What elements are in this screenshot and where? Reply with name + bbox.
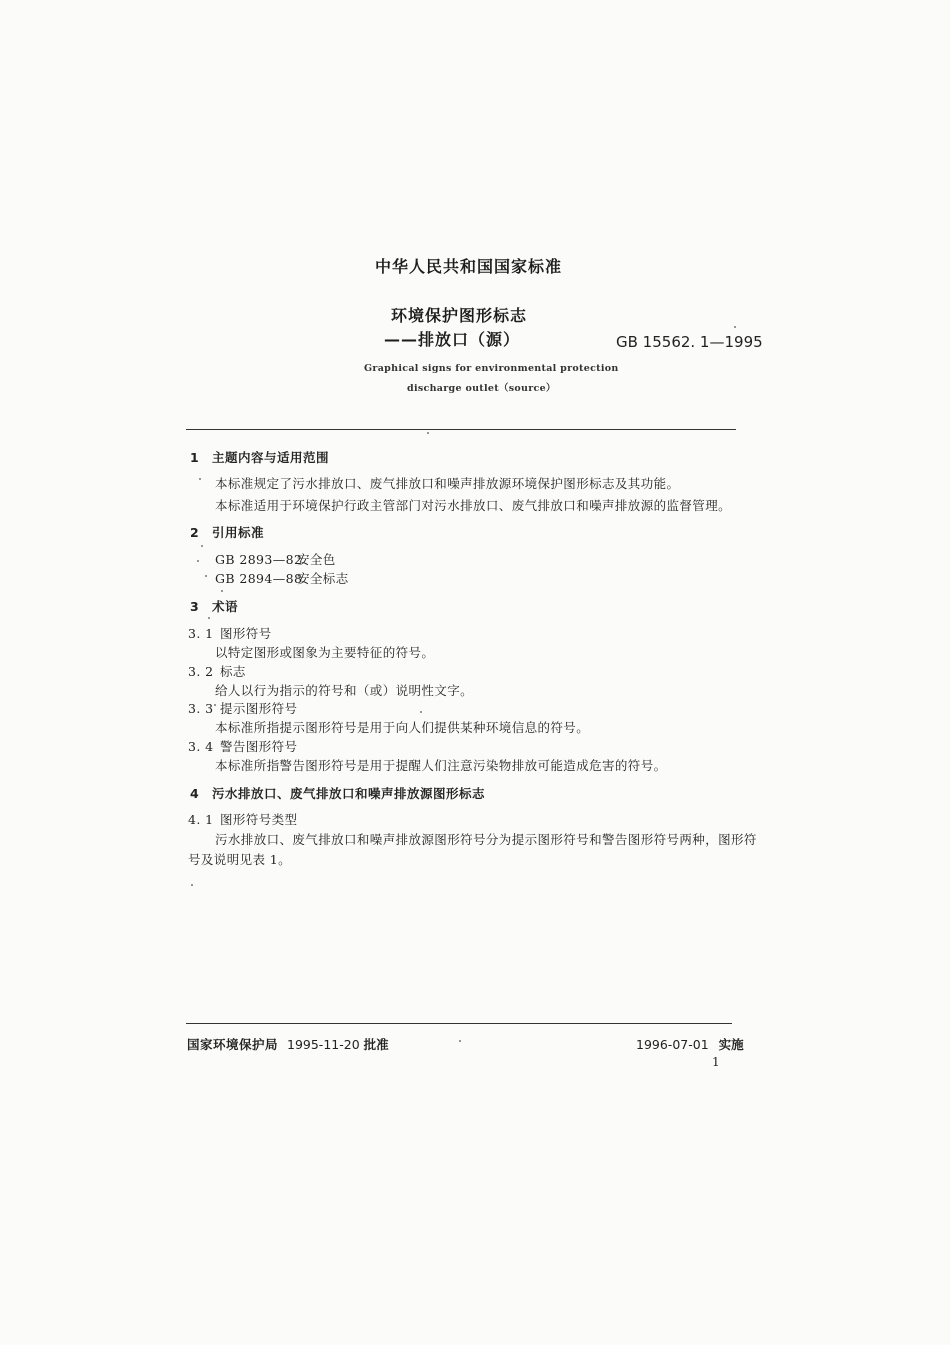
scan-speck xyxy=(459,1040,461,1042)
section-number: 3 xyxy=(190,599,200,614)
footer-approval xyxy=(287,1035,389,1053)
section-title: 主题内容与适用范围 xyxy=(212,450,330,465)
term-number: 3. 3 xyxy=(188,701,214,716)
standard-code-text: GB 15562. 1—1995 xyxy=(616,333,763,351)
scan-speck xyxy=(197,560,199,562)
term-definition: 本标准所指提示图形符号是用于向人们提供某种环境信息的符号。 xyxy=(215,720,590,735)
scan-speck xyxy=(191,884,193,886)
subsection-number: 4. 1 xyxy=(188,812,214,827)
section-number: 2 xyxy=(190,525,200,540)
document-title: 环境保护图形标志 xyxy=(391,306,528,325)
scan-speck xyxy=(420,711,422,713)
approval-date: 1995-11-20 xyxy=(287,1037,360,1052)
footer-issuer: 国家环境保护局 xyxy=(187,1037,279,1052)
term-name: 警告图形符号 xyxy=(220,739,298,754)
footer-effective xyxy=(636,1035,744,1053)
term-heading xyxy=(188,737,297,755)
term-definition: 以特定图形或图象为主要特征的符号。 xyxy=(215,645,435,660)
header-divider xyxy=(186,429,736,430)
section-1-para-1: 本标准规定了污水排放口、废气排放口和噪声排放源环境保护图形标志及其功能。 xyxy=(215,476,680,491)
term-name: 图形符号 xyxy=(220,626,272,641)
scan-speck xyxy=(221,590,223,592)
subsection-para-line-2: 号及说明见表 1。 xyxy=(188,852,292,867)
document-subtitle: ——排放口（源） xyxy=(384,330,521,349)
reference-item xyxy=(215,569,349,587)
reference-title: 安全色 xyxy=(297,552,336,567)
term-name: 提示图形符号 xyxy=(220,701,298,716)
section-1-para-2: 本标准适用于环境保护行政主管部门对污水排放口、废气排放口和噪声排放源的监督管理。 xyxy=(215,498,732,513)
section-3-heading xyxy=(190,597,238,615)
section-2-heading xyxy=(190,523,264,541)
subsection-title: 图形符号类型 xyxy=(220,812,298,827)
section-title: 术语 xyxy=(212,599,239,614)
scan-speck xyxy=(427,432,429,434)
term-heading xyxy=(188,662,246,680)
scan-speck xyxy=(208,617,210,619)
reference-code: GB 2894—88 xyxy=(215,571,303,586)
scan-speck xyxy=(201,545,203,547)
term-heading xyxy=(188,699,297,717)
section-title: 引用标准 xyxy=(212,525,265,540)
section-4-heading xyxy=(190,784,485,802)
term-definition: 给人以行为指示的符号和（或）说明性文字。 xyxy=(215,683,474,698)
term-name: 标志 xyxy=(220,664,246,679)
subsection-para-line-1: 污水排放口、废气排放口和噪声排放源图形符号分为提示图形符号和警告图形符号两种，图形符 xyxy=(215,832,757,847)
effective-date: 1996-07-01 xyxy=(636,1037,709,1052)
term-definition: 本标准所指警告图形符号是用于提醒人们注意污染物排放可能造成危害的符号。 xyxy=(215,758,667,773)
scan-speck xyxy=(734,326,736,328)
scan-speck xyxy=(199,478,201,480)
section-number: 1 xyxy=(190,450,200,465)
scan-speck xyxy=(214,704,216,706)
term-heading xyxy=(188,624,272,642)
term-number: 3. 1 xyxy=(188,626,214,641)
effective-label: 实施 xyxy=(718,1037,744,1052)
english-title-line2: discharge outlet（source） xyxy=(407,383,556,394)
scan-speck xyxy=(205,575,207,577)
national-standard-label: 中华人民共和国国家标准 xyxy=(375,257,563,276)
section-title: 污水排放口、废气排放口和噪声排放源图形标志 xyxy=(212,786,486,801)
standard-code xyxy=(616,333,763,351)
reference-title: 安全标志 xyxy=(297,571,349,586)
approval-label: 批准 xyxy=(363,1037,389,1052)
english-title-line1: Graphical signs for environmental protection xyxy=(364,363,619,374)
term-number: 3. 4 xyxy=(188,739,214,754)
page-number: 1 xyxy=(712,1055,720,1069)
subsection-heading xyxy=(188,810,297,828)
footer-divider xyxy=(186,1023,732,1024)
section-1-heading xyxy=(190,448,329,466)
reference-code: GB 2893—82 xyxy=(215,552,303,567)
term-number: 3. 2 xyxy=(188,664,214,679)
reference-item xyxy=(215,550,336,568)
section-number: 4 xyxy=(190,786,200,801)
